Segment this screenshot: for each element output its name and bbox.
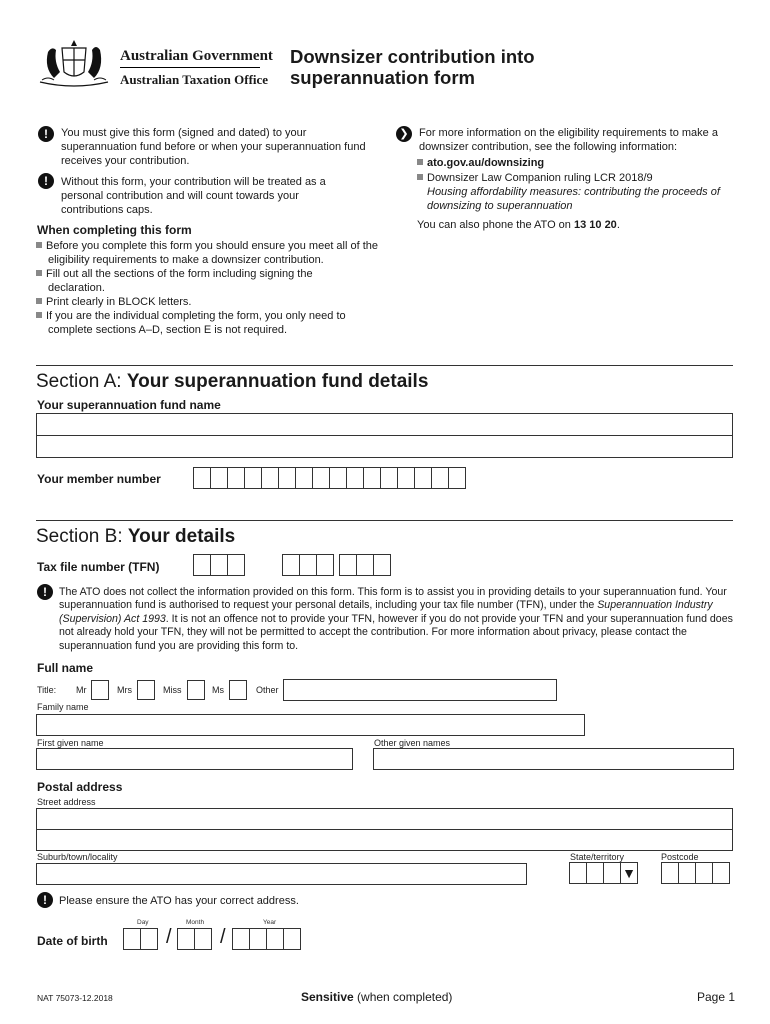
more-info-text: For more information on the eligibility requirements to make a downsizer contribution, see the following information: [419,127,718,153]
suburb-label: Suburb/town/locality [37,852,118,862]
postcode-input[interactable] [661,862,729,884]
header-divider [120,67,260,68]
first-name-label: First given name [37,738,104,748]
title-ms-checkbox[interactable] [229,680,247,700]
phone-text: You can also phone the ATO on 13 10 20. [417,219,620,231]
intro-note-2: Without this form, your contribution will be treated as a personal contribution and will count towards your contributions caps. [61,176,326,216]
link-lcr[interactable]: Downsizer Law Companion ruling LCR 2018/9 Housing affordability measures: contributing the proceeds of downsizing to superannuation [417,171,727,213]
chevron-down-icon[interactable]: ▼ [620,862,638,884]
state-label: State/territory [570,852,625,862]
section-b-heading: Section B: Your details [36,526,236,547]
fund-name-input-line-2[interactable] [36,435,733,458]
dob-day-input[interactable] [123,928,157,950]
tfn-label: Tax file number (TFN) [37,560,160,574]
street-address-input-line-1[interactable] [36,808,733,830]
tfn-input-part-2[interactable] [282,554,333,576]
street-address-label: Street address [37,797,96,807]
title-option-other: Other [256,685,279,695]
suburb-input[interactable] [36,863,527,885]
tfn-input-part-3[interactable] [339,554,390,576]
completing-heading: When completing this form [37,223,192,237]
link-ato-downsizing[interactable]: ato.gov.au/downsizing [417,156,544,170]
intro-note-1: You must give this form (signed and dated) to your superannuation fund before or when your superannuation fund receives your contribution. [61,127,366,167]
title-label: Title: [37,685,57,695]
dob-label: Date of birth [37,934,108,948]
alert-icon: ! [38,173,54,189]
sensitive-label: Sensitive (when completed) [301,990,453,1004]
list-item: Print clearly in BLOCK letters. [36,295,386,309]
fund-name-input-line-1[interactable] [36,413,733,436]
dob-year-input[interactable] [232,928,300,950]
date-separator: / [220,926,226,948]
title-mr-checkbox[interactable] [91,680,109,700]
street-address-input-line-2[interactable] [36,829,733,851]
form-code: NAT 75073-12.2018 [37,993,113,1003]
agency-name: Australian Taxation Office [120,72,269,87]
alert-icon: ! [38,126,54,142]
other-names-input[interactable] [373,748,734,770]
alert-icon: ! [37,892,53,908]
page-number: Page 1 [697,990,736,1004]
member-number-label: Your member number [37,472,161,486]
month-label: Month [186,919,205,926]
family-name-label: Family name [37,702,89,712]
form-title: Downsizer contribution into superannuation form [290,46,535,88]
title-option-mr: Mr [76,685,87,695]
alert-icon: ! [37,584,53,600]
list-item: Before you complete this form you should ensure you meet all of the eligibility requirements to make a downsizer contribution. [36,239,386,267]
postal-address-label: Postal address [37,780,123,794]
postcode-label: Postcode [661,852,699,862]
list-item: Fill out all the sections of the form including signing the declaration. [36,267,348,295]
section-a-heading: Section A: Your superannuation fund details [36,371,429,392]
title-other-input[interactable] [283,679,557,701]
title-option-ms: Ms [212,685,224,695]
title-miss-checkbox[interactable] [187,680,205,700]
family-name-input[interactable] [36,714,585,736]
date-separator: / [166,926,172,948]
arrow-right-icon: ❯ [396,126,412,142]
full-name-label: Full name [37,661,94,675]
section-divider [36,365,733,366]
section-divider [36,520,733,521]
list-item: If you are the individual completing the form, you only need to complete sections A–D, section E is not required. [36,309,378,337]
government-name: Australian Government [120,48,273,64]
completing-list [36,239,386,337]
member-number-input[interactable] [193,467,465,489]
state-select[interactable] [569,862,637,884]
first-name-input[interactable] [36,748,353,770]
coat-of-arms-icon [34,38,114,90]
dob-month-input[interactable] [177,928,211,950]
title-mrs-checkbox[interactable] [137,680,155,700]
privacy-note: The ATO does not collect the information provided on this form. This form is to assist you in providing details to your superannuation fund. Your superannuation fund is authorised to request your personal details, including your tax file number (TFN), under the Superannuation Industry (Supervision) Act 1993. It is not an offence not to provide your TFN, however if you do not provide your TFN and your superannuation fund does not already hold your TFN, they will not be permitted to accept the contribution. For more information about privacy, please contact the superannuation fund you are providing this form to. [59,586,733,652]
year-label: Year [263,919,277,926]
fund-name-label: Your superannuation fund name [37,398,221,412]
day-label: Day [137,919,149,926]
tfn-input-part-1[interactable] [193,554,244,576]
title-option-mrs: Mrs [117,685,132,695]
other-names-label: Other given names [374,738,451,748]
title-option-miss: Miss [163,685,182,695]
address-note: Please ensure the ATO has your correct address. [59,895,299,907]
